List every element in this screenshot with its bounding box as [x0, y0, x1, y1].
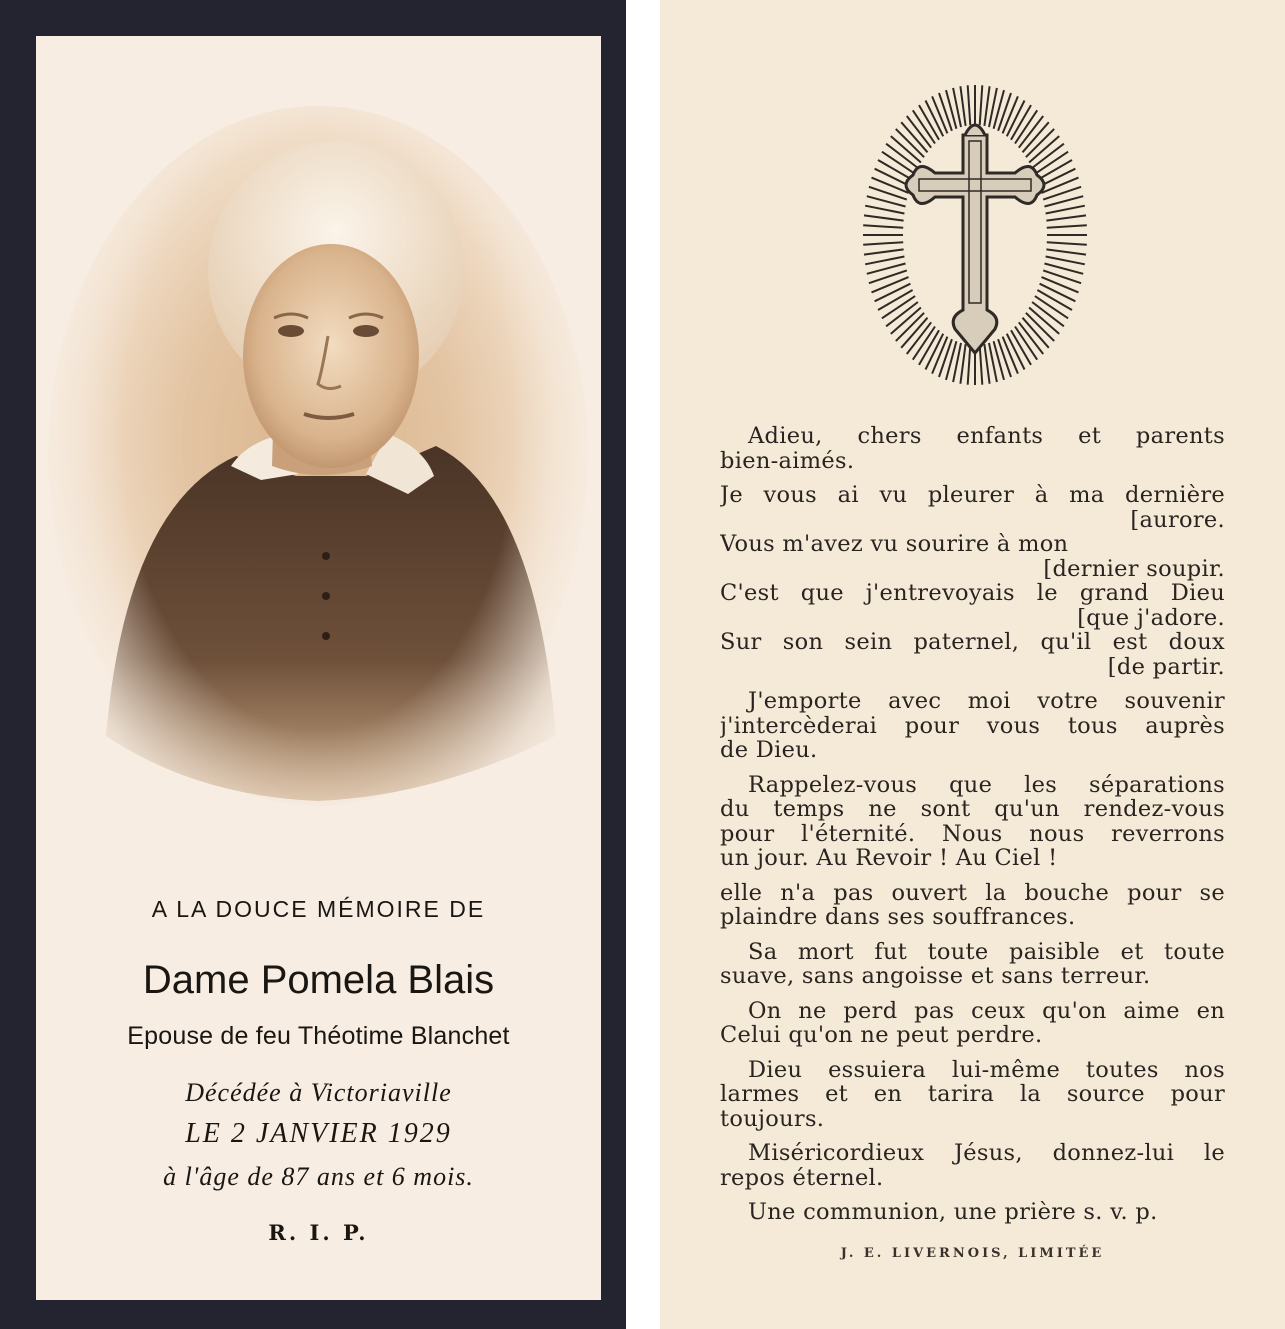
radiant-ray — [863, 225, 903, 228]
memorial-card-back — [660, 0, 1285, 1329]
prayer-line: Une communion, une prière s. v. p. — [748, 1200, 1158, 1225]
prayer-line: [que j'adore. — [1077, 605, 1225, 630]
radiant-ray — [1046, 257, 1085, 265]
prayer-line: pour l'éternité. Nous nous reverrons — [720, 821, 1225, 846]
prayer-line: [de partir. — [1107, 654, 1225, 679]
memorial-heading: A LA DOUCE MÉMOIRE DE — [151, 896, 486, 922]
radiant-ray — [939, 93, 952, 131]
prayer-line: C'est que j'entrevoyais le grand Dieu — [720, 581, 1225, 606]
radiant-ray — [878, 160, 913, 180]
death-place: Décédée à Victoriaville — [185, 1078, 452, 1107]
radiant-ray — [1046, 206, 1085, 214]
radiant-ray — [865, 206, 904, 214]
radiant-ray — [865, 257, 904, 265]
prayer-line: Rappelez-vous que les séparations — [748, 772, 1225, 797]
radiant-ray — [968, 85, 971, 125]
card-front-paper — [36, 36, 601, 1300]
prayer-line: Sur son sein paternel, qu'il est doux — [720, 630, 1225, 655]
prayer-text — [720, 424, 1225, 1225]
prayer-line: Sa mort fut toute paisible et toute — [748, 939, 1225, 964]
prayer-line: suave, sans angoisse et sans terreur. — [720, 964, 1151, 989]
radiant-ray — [998, 339, 1011, 377]
radiant-ray — [984, 344, 989, 384]
spouse-line: Epouse de feu Théotime Blanchet — [127, 1022, 510, 1050]
radiant-ray — [1040, 284, 1076, 302]
radiant-cross-icon — [855, 75, 1095, 394]
radiant-ray — [1046, 249, 1086, 254]
prayer-line: Vous m'avez vu sourire à mon — [720, 532, 1069, 557]
radiant-ray — [1046, 215, 1086, 220]
prayer-line: Dieu essuiera lui-même toutes nos — [748, 1057, 1225, 1082]
prayer-line: larmes et en tarira la source pour — [720, 1082, 1225, 1107]
prayer-line: [aurore. — [1130, 507, 1225, 532]
prayer-line: toujours. — [720, 1106, 825, 1131]
memorial-card-front — [0, 0, 626, 1329]
prayer-line: un jour. Au Revoir ! Au Ciel ! — [720, 846, 1058, 871]
radiant-ray — [1047, 242, 1087, 245]
radiant-ray — [968, 345, 971, 385]
age-at-death: à l'âge de 87 ans et 6 mois. — [163, 1162, 474, 1191]
radiant-ray — [875, 284, 911, 302]
prayer-line: j'intercèderai pour vous tous auprès — [720, 713, 1225, 738]
prayer-line: plaindre dans ses souffrances. — [720, 905, 1076, 930]
deceased-name: Dame Pomela Blais — [142, 958, 495, 1002]
prayer-line: Miséricordieux Jésus, donnez-lui le — [748, 1141, 1225, 1166]
radiant-ray — [1047, 225, 1087, 228]
prayer-line: [dernier soupir. — [1043, 556, 1225, 581]
radiant-ray — [980, 345, 983, 385]
prayer-line: J'emporte avec moi votre souvenir — [748, 689, 1225, 714]
radiant-ray — [984, 86, 989, 126]
radiant-ray — [960, 344, 965, 384]
radiant-ray — [960, 86, 965, 126]
printer-credit: J. E. LIVERNOIS, LIMITÉE — [840, 1246, 1105, 1261]
radiant-ray — [864, 215, 904, 220]
prayer-line: Adieu, chers enfants et parents — [748, 424, 1225, 449]
radiant-ray — [864, 249, 904, 254]
prayer-line: repos éternel. — [720, 1165, 884, 1190]
prayer-line: du temps ne sont qu'un rendez-vous — [720, 797, 1225, 822]
elderly-woman-portrait — [36, 36, 601, 896]
radiant-ray — [998, 93, 1011, 131]
prayer-line: bien-aimés. — [720, 448, 855, 473]
prayer-line: Je vous ai vu pleurer à ma dernière — [720, 483, 1225, 508]
radiant-ray — [1037, 160, 1072, 180]
radiant-ray — [878, 290, 913, 310]
radiant-ray — [980, 85, 983, 125]
prayer-line: On ne perd pas ceux qu'on aime en — [748, 998, 1225, 1023]
radiant-ray — [939, 339, 952, 377]
prayer-line: Celui qu'on ne peut perdre. — [720, 1023, 1043, 1048]
prayer-line: elle n'a pas ouvert la bouche pour se — [720, 880, 1225, 905]
radiant-ray — [1037, 290, 1072, 310]
death-date: LE 2 JANVIER 1929 — [185, 1118, 452, 1149]
rip-text: R. I. P. — [268, 1220, 369, 1245]
radiant-ray — [863, 242, 903, 245]
prayer-line: de Dieu. — [720, 738, 818, 763]
